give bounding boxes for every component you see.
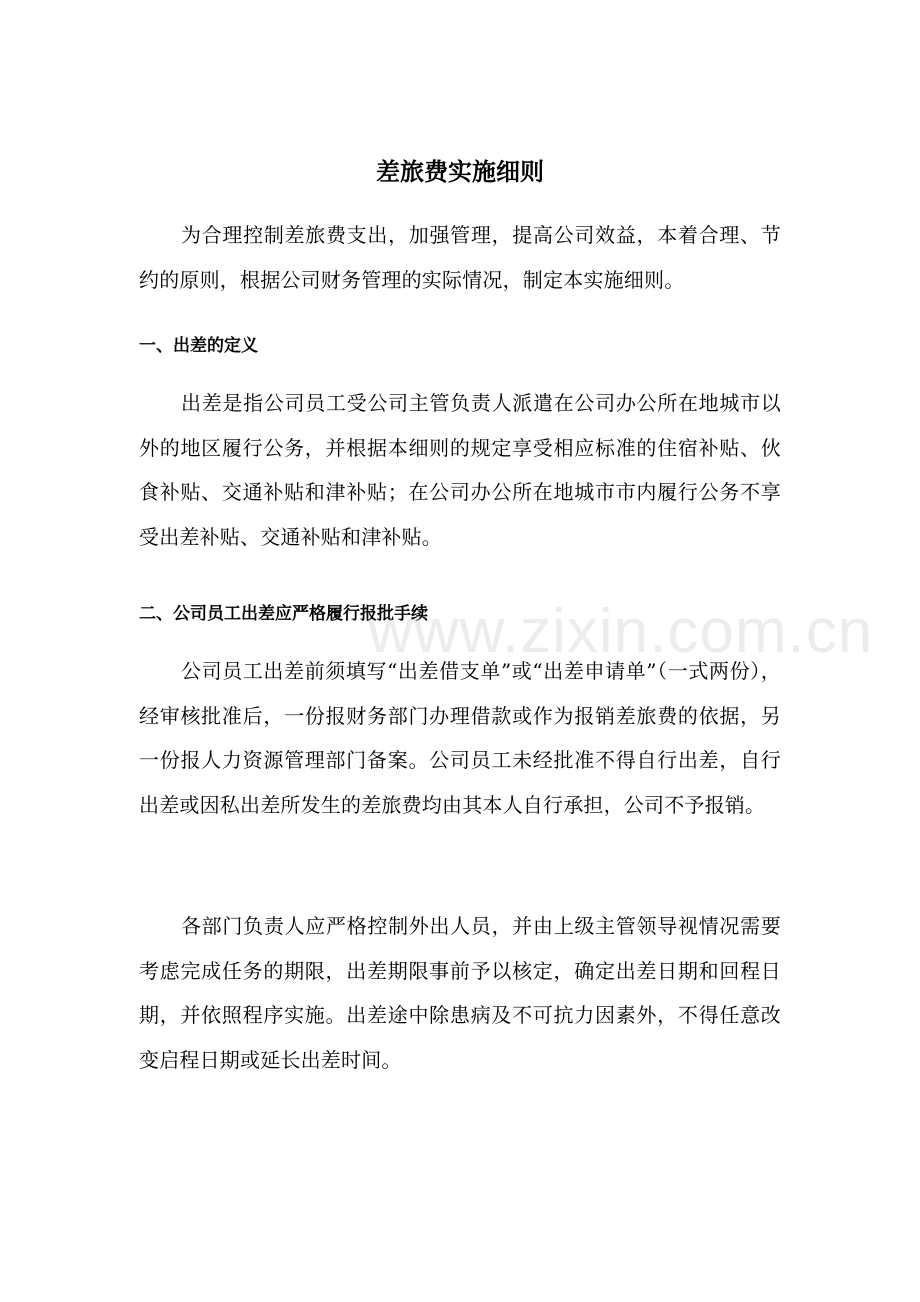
watermark-text: www.zixin.com.cn — [368, 597, 874, 666]
section-heading-2: 二、公司员工出差应严格履行报批手续 — [139, 604, 428, 624]
section1-paragraph-1: 出差是指公司员工受公司主管负责人派遣在公司办公所在地城市以外的地区履行公务，并根据本细则的规定享受相应标准的住宿补贴、伙食补贴、交通补贴和津补贴；在公司办公所在地城市市内履行公务不享受出差补贴、交通补贴和津补贴。 — [139, 391, 781, 549]
section2-paragraph-1: 公司员工出差前须填写“出差借支单”或“出差申请单”（一式两份），经审核批准后，一份报财务部门办理借款或作为报销差旅费的依据，另一份报人力资源管理部门备案。公司员工未经批准不得自行出差，自行出差或因私出差所发生的差旅费均由其本人自行承担，公司不予报销。 — [139, 659, 781, 817]
section2-paragraph-2: 各部门负责人应严格控制外出人员，并由上级主管领导视情况需要考虑完成任务的期限，出差期限事前予以核定，确定出差日期和回程日期，并依照程序实施。出差途中除患病及不可抗力因素外，不得任意改变启程日期或延长出差时间。 — [139, 914, 781, 1072]
intro-paragraph: 为合理控制差旅费支出，加强管理，提高公司效益，本着合理、节约的原则，根据公司财务管理的实际情况，制定本实施细则。 — [139, 223, 781, 292]
document-title: 差旅费实施细则 — [376, 158, 544, 186]
section-heading-1: 一、出差的定义 — [139, 336, 258, 356]
